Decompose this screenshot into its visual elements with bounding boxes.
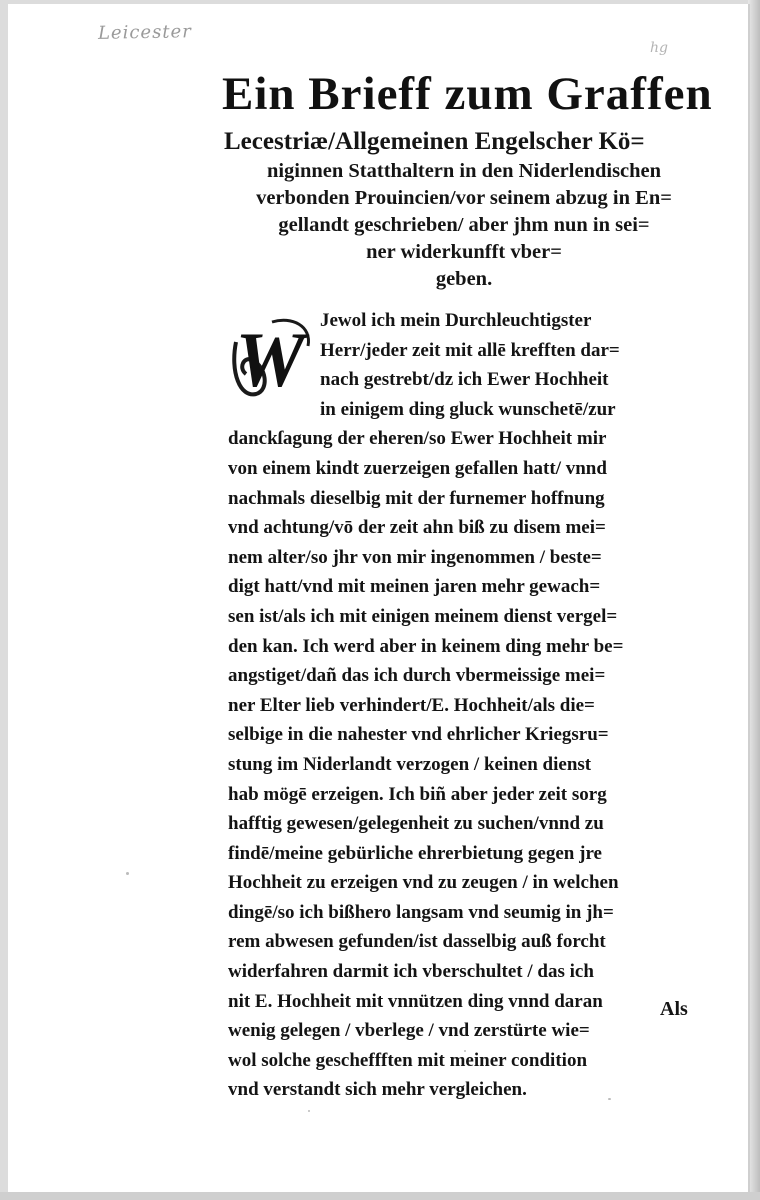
body-line: stung im Niderlandt verzogen / keinen dienst <box>228 753 592 775</box>
body-line: selbige in die nahester vnd ehrlicher Kriegsru= <box>228 724 609 746</box>
letter-body <box>228 306 708 1105</box>
subtitle-line: niginnen Statthaltern in den Niderlendischen <box>266 160 662 182</box>
body-line: angstiget/dañ das ich durch vbermeissige mei= <box>228 665 606 687</box>
body-line: Hochheit zu erzeigen vnd zu zeugen / in welchen <box>228 872 619 894</box>
paper-speck <box>126 872 129 875</box>
body-line: sen ist/als ich mit einigen meinem dienst vergel= <box>228 605 618 627</box>
catchword: Als <box>660 998 688 1020</box>
body-line: dingē/so ich bißhero langsam vnd seumig in jh= <box>228 901 614 923</box>
body-line: nachmals dieselbig mit der furnemer hoffnung <box>228 487 605 509</box>
body-line: vnd verstandt sich mehr vergleichen. <box>228 1079 527 1101</box>
document-title: Ein Brieff zum Graffen <box>222 68 713 120</box>
subtitle-line: Lecestriæ/Allgemeinen Engelscher Kö= <box>224 128 645 155</box>
subtitle-line: verbonden Prouincien/vor seinem abzug in En= <box>256 187 672 209</box>
body-line: wol solche gescheffften mit meiner condition <box>228 1049 588 1071</box>
body-line: wenig gelegen / vberlege / vnd zerstürte wie= <box>228 1020 590 1042</box>
handwritten-mark: hg <box>650 40 668 56</box>
drop-cap-letter: W <box>235 316 305 403</box>
page-bottom-edge <box>0 1192 760 1200</box>
subtitle-line: geben. <box>435 268 493 290</box>
body-line: nach gestrebt/dz ich Ewer Hochheit <box>320 369 609 391</box>
body-line: Herr/jeder zeit mit allē krefften dar= <box>320 339 620 361</box>
body-line: hab mögē erzeigen. Ich biñ aber jeder zeit sorg <box>228 783 607 805</box>
body-line: nem alter/so jhr von mir ingenommen / beste= <box>228 546 602 568</box>
body-line: ner Elter lieb verhindert/E. Hochheit/als die= <box>228 694 595 716</box>
body-line: findē/meine gebürliche ehrerbietung gegen jre <box>228 842 602 864</box>
document-subtitle <box>224 126 704 293</box>
body-line: vnd achtung/vō der zeit ahn biß zu disem mei= <box>228 517 606 539</box>
subtitle-line: gellandt geschrieben/ aber jhm nun in sei= <box>278 214 650 236</box>
handwritten-note: Leicester <box>97 21 193 44</box>
paper-speck <box>308 1110 310 1112</box>
body-line: in einigem ding gluck wunschetē/zur <box>320 398 616 420</box>
body-line: hafftig gewesen/gelegenheit zu suchen/vnnd zu <box>228 813 604 835</box>
body-line: Jewol ich mein Durchleuchtigster <box>320 310 592 331</box>
body-line: digt hatt/vnd mit meinen jaren mehr gewach= <box>228 576 601 598</box>
subtitle-line: ner widerkunfft vber= <box>366 241 562 263</box>
body-line: nit E. Hochheit mit vnnützen ding vnnd daran <box>228 990 603 1012</box>
body-line: widerfahren darmit ich vberschultet / das ich <box>228 961 594 983</box>
body-line: rem abwesen gefunden/ist dasselbig auß forcht <box>228 931 606 953</box>
body-line: den kan. Ich werd aber in keinem ding mehr be= <box>228 635 624 657</box>
body-line: danckſagung der eheren/so Ewer Hochheit mir <box>228 428 607 450</box>
body-line: von einem kindt zuerzeigen gefallen hatt/ vnnd <box>228 457 607 479</box>
